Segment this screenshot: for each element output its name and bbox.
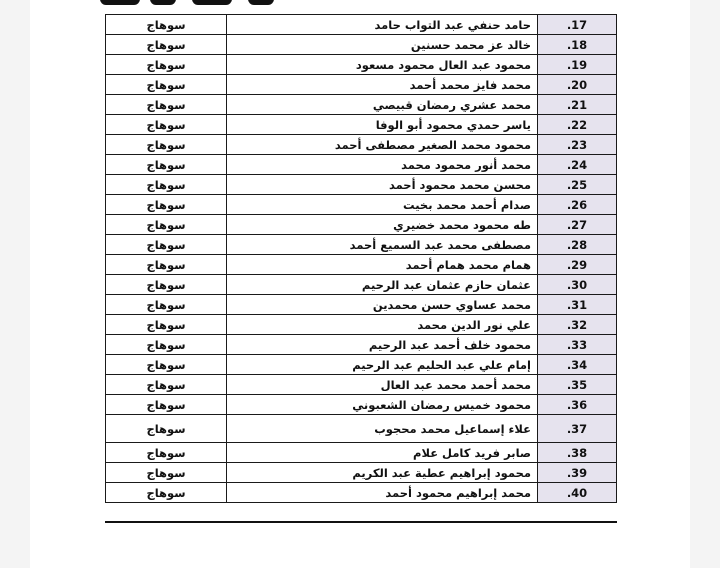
table-row <box>106 355 617 375</box>
row-number: .33 <box>538 335 617 355</box>
governorate: سوهاج <box>106 375 227 395</box>
governorate: سوهاج <box>106 415 227 443</box>
person-name: مصطفى محمد عبد السميع أحمد <box>227 235 538 255</box>
table-bottom-rule <box>105 521 617 523</box>
person-name: علي نور الدين محمد <box>227 315 538 335</box>
governorate: سوهاج <box>106 115 227 135</box>
table-row <box>106 295 617 315</box>
person-name: خالد عز محمد حسنين <box>227 35 538 55</box>
governorate: سوهاج <box>106 463 227 483</box>
row-number: .23 <box>538 135 617 155</box>
governorate: سوهاج <box>106 55 227 75</box>
table-row <box>106 15 617 35</box>
person-name: علاء إسماعيل محمد محجوب <box>227 415 538 443</box>
governorate: سوهاج <box>106 195 227 215</box>
row-number: .22 <box>538 115 617 135</box>
governorate: سوهاج <box>106 295 227 315</box>
row-number: .30 <box>538 275 617 295</box>
table-row <box>106 395 617 415</box>
row-number: .25 <box>538 175 617 195</box>
table-row <box>106 35 617 55</box>
row-number: .34 <box>538 355 617 375</box>
table-row <box>106 375 617 395</box>
governorate: سوهاج <box>106 235 227 255</box>
person-name: عثمان حازم عثمان عبد الرحيم <box>227 275 538 295</box>
governorate: سوهاج <box>106 255 227 275</box>
table-row <box>106 443 617 463</box>
row-number: .39 <box>538 463 617 483</box>
row-number: .29 <box>538 255 617 275</box>
person-name: طه محمود محمد خضيري <box>227 215 538 235</box>
person-name: إمام علي عبد الحليم عبد الرحيم <box>227 355 538 375</box>
governorate: سوهاج <box>106 215 227 235</box>
table-row <box>106 235 617 255</box>
names-table-body <box>106 15 617 503</box>
governorate: سوهاج <box>106 315 227 335</box>
table-row <box>106 55 617 75</box>
person-name: محمد أحمد محمد عبد العال <box>227 375 538 395</box>
table-row <box>106 463 617 483</box>
governorate: سوهاج <box>106 175 227 195</box>
table-row <box>106 195 617 215</box>
row-number: .40 <box>538 483 617 503</box>
person-name: محمود عبد العال محمود مسعود <box>227 55 538 75</box>
person-name: صابر فريد كامل علام <box>227 443 538 463</box>
person-name: محسن محمد محمود أحمد <box>227 175 538 195</box>
row-number: .31 <box>538 295 617 315</box>
row-number: .37 <box>538 415 617 443</box>
table-row <box>106 215 617 235</box>
table-row <box>106 115 617 135</box>
table-row <box>106 315 617 335</box>
governorate: سوهاج <box>106 483 227 503</box>
row-number: .20 <box>538 75 617 95</box>
row-number: .32 <box>538 315 617 335</box>
governorate: سوهاج <box>106 443 227 463</box>
governorate: سوهاج <box>106 15 227 35</box>
person-name: محمود إبراهيم عطية عبد الكريم <box>227 463 538 483</box>
person-name: محمود خلف أحمد عبد الرحيم <box>227 335 538 355</box>
table-row <box>106 155 617 175</box>
person-name: ياسر حمدي محمود أبو الوفا <box>227 115 538 135</box>
row-number: .38 <box>538 443 617 463</box>
document-page <box>30 0 690 568</box>
governorate: سوهاج <box>106 95 227 115</box>
person-name: محمد أنور محمود محمد <box>227 155 538 175</box>
table-row <box>106 415 617 443</box>
names-table <box>105 14 617 503</box>
row-number: .35 <box>538 375 617 395</box>
table-row <box>106 75 617 95</box>
governorate: سوهاج <box>106 275 227 295</box>
governorate: سوهاج <box>106 335 227 355</box>
table-row <box>106 95 617 115</box>
governorate: سوهاج <box>106 35 227 55</box>
row-number: .36 <box>538 395 617 415</box>
person-name: همام محمد همام أحمد <box>227 255 538 275</box>
table-row <box>106 275 617 295</box>
person-name: محمد عساوي حسن محمدين <box>227 295 538 315</box>
person-name: صدام أحمد محمد بخيت <box>227 195 538 215</box>
governorate: سوهاج <box>106 355 227 375</box>
row-number: .19 <box>538 55 617 75</box>
person-name: حامد حنفي عبد التواب حامد <box>227 15 538 35</box>
table-row <box>106 255 617 275</box>
governorate: سوهاج <box>106 75 227 95</box>
person-name: محمد فايز محمد أحمد <box>227 75 538 95</box>
table-row <box>106 483 617 503</box>
table-row <box>106 175 617 195</box>
person-name: محمود محمد الصغير مصطفى أحمد <box>227 135 538 155</box>
cropped-heading-fragment <box>248 0 274 5</box>
cropped-heading-fragment <box>150 0 176 5</box>
person-name: محمد إبراهيم محمود أحمد <box>227 483 538 503</box>
row-number: .24 <box>538 155 617 175</box>
row-number: .18 <box>538 35 617 55</box>
table-row <box>106 135 617 155</box>
row-number: .27 <box>538 215 617 235</box>
governorate: سوهاج <box>106 395 227 415</box>
cropped-heading-fragment <box>100 0 140 5</box>
table-row <box>106 335 617 355</box>
person-name: محمود خميس رمضان الشعبوني <box>227 395 538 415</box>
row-number: .17 <box>538 15 617 35</box>
cropped-heading-fragment <box>192 0 232 5</box>
governorate: سوهاج <box>106 135 227 155</box>
person-name: محمد عشري رمضان قبيصي <box>227 95 538 115</box>
row-number: .21 <box>538 95 617 115</box>
row-number: .26 <box>538 195 617 215</box>
row-number: .28 <box>538 235 617 255</box>
governorate: سوهاج <box>106 155 227 175</box>
